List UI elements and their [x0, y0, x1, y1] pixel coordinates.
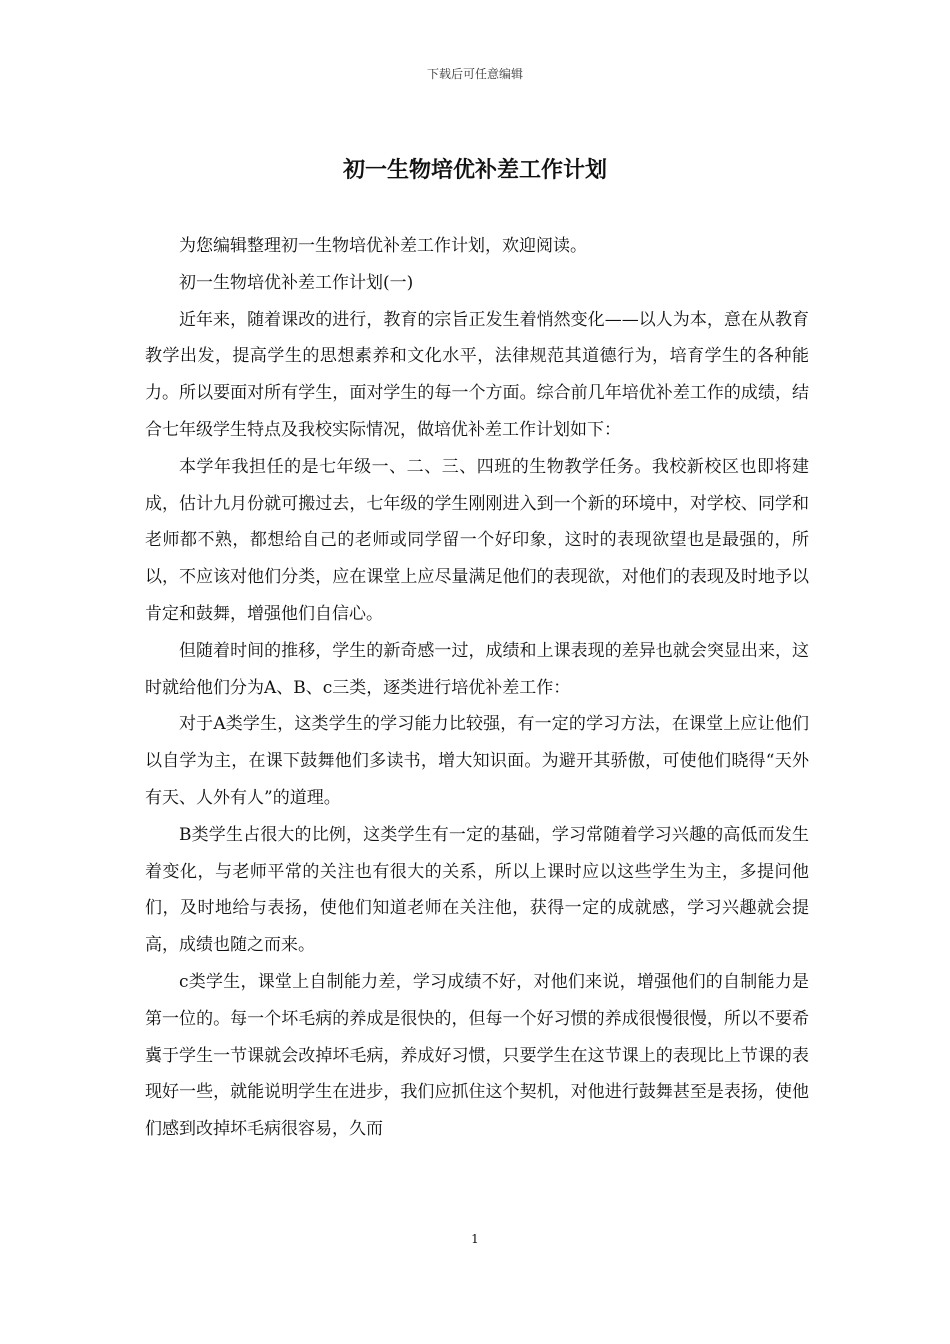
document-title: 初一生物培优补差工作计划 — [342, 157, 607, 183]
intro-paragraph: 为您编辑整理初一生物培优补差工作计划，欢迎阅读。 — [179, 236, 587, 256]
body-paragraph: c类学生，课堂上自制能力差，学习成绩不好，对他们来说，增强他们的自制能力是第一位的。每一个坏毛病的养成是很快的，但每一个好习惯的养成很慢很慢，所以不要希冀于学生一节课就会改掉坏毛病，养成好习惯，只要学生在这节课上的表现比上节课的表现好一些，就能说明学生在进步，我们应抓住这个契机，对他进行鼓舞甚至是表扬，使他们感到改掉坏毛病很容易，久而 — [145, 971, 809, 1140]
page-number: 1 — [471, 1232, 479, 1246]
body-paragraph: B类学生占很大的比例，这类学生有一定的基础，学习常随着学习兴趣的高低而发生着变化，与老师平常的关注也有很大的关系，所以上课时应以这些学生为主，多提问他们，及时地给与表扬，使他们知道老师在关注他，获得一定的成就感，学习兴趣就会提高，成绩也随之而来。 — [145, 824, 809, 956]
body-paragraph: 本学年我担任的是七年级一、二、三、四班的生物教学任务。我校新校区也即将建成，估计九月份就可搬过去，七年级的学生刚刚进入到一个新的环境中，对学校、同学和老师都不熟，都想给自己的老师或同学留一个好印象，这时的表现欲望也是最强的，所以，不应该对他们分类，应在课堂上应尽量满足他们的表现欲，对他们的表现及时地予以肯定和鼓舞，增强他们自信心。 — [145, 456, 809, 624]
section-heading: 初一生物培优补差工作计划(一) — [179, 272, 414, 293]
body-paragraph: 但随着时间的推移，学生的新奇感一过，成绩和上课表现的差异也就会突显出来，这时就给他们分为A、B、c三类，逐类进行培优补差工作： — [145, 640, 809, 698]
header-note: 下载后可任意编辑 — [426, 67, 523, 81]
body-paragraph: 对于A类学生，这类学生的学习能力比较强，有一定的学习方法，在课堂上应让他们以自学为主，在课下鼓舞他们多读书，增大知识面。为避开其骄傲，可使他们晓得“天外有天、人外有人”的道理。 — [145, 714, 809, 808]
body-paragraph: 近年来，随着课改的进行，教育的宗旨正发生着悄然变化——以人为本，意在从教育教学出发，提高学生的思想素养和文化水平，法律规范其道德行为，培育学生的各种能力。所以要面对所有学生，面对学生的每一个方面。综合前几年培优补差工作的成绩，结合七年级学生特点及我校实际情况，做培优补差工作计划如下： — [145, 309, 809, 440]
document-body — [145, 228, 809, 1148]
